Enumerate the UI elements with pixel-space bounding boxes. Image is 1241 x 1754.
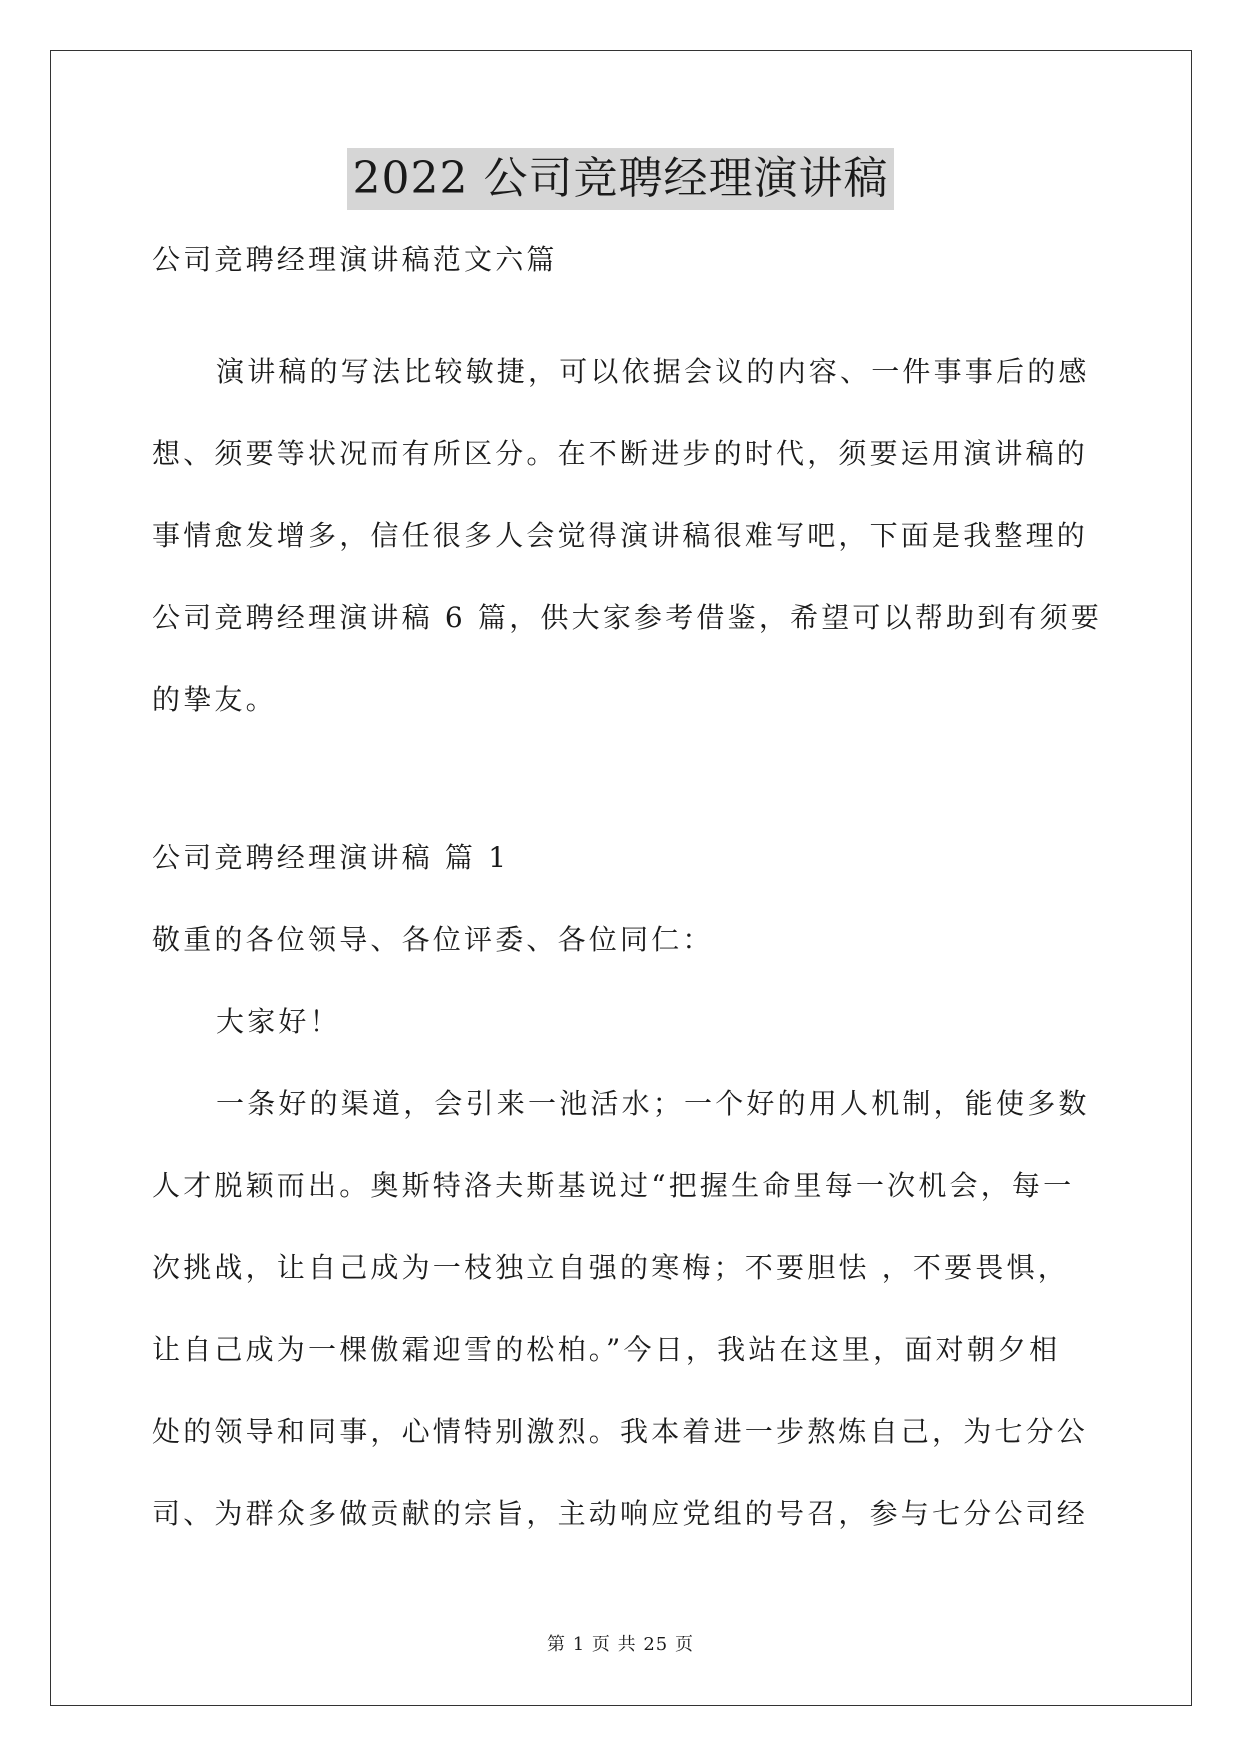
document-title: 2022 公司竞聘经理演讲稿	[347, 148, 895, 210]
intro-line-3: 事情愈发增多，信任很多人会觉得演讲稿很难写吧，下面是我整理的	[152, 519, 1089, 552]
body-line-5: 处的领导和同事，心情特别激烈。我本着进一步熬炼自己，为七分公	[152, 1415, 1089, 1448]
page-footer: 第 1 页 共 25 页	[547, 1634, 694, 1655]
body-line-6: 司、为群众多做贡献的宗旨，主动响应党组的号召，参与七分公司经	[152, 1497, 1089, 1530]
intro-line-5: 的挚友。	[152, 683, 277, 716]
document-subtitle: 公司竞聘经理演讲稿范文六篇	[152, 243, 558, 276]
intro-line-2: 想、须要等状况而有所区分。在不断进步的时代，须要运用演讲稿的	[152, 437, 1089, 470]
title-container	[0, 148, 1241, 210]
body-line-3: 次挑战，让自己成为一枝独立自强的寒梅；不要胆怯 ，不要畏惧，	[152, 1251, 1069, 1284]
body-line-2: 人才脱颖而出。奥斯特洛夫斯基说过“把握生命里每一次机会，每一	[152, 1169, 1075, 1202]
greeting: 大家好！	[216, 1005, 341, 1038]
body-line-1: 一条好的渠道，会引来一池活水；一个好的用人机制，能使多数	[216, 1087, 1090, 1120]
page-border	[50, 50, 1192, 1706]
section-heading: 公司竞聘经理演讲稿 篇 1	[152, 841, 510, 874]
salutation: 敬重的各位领导、各位评委、各位同仁：	[152, 923, 714, 956]
intro-line-4: 公司竞聘经理演讲稿 6 篇，供大家参考借鉴，希望可以帮助到有须要	[152, 601, 1103, 634]
intro-line-1: 演讲稿的写法比较敏捷，可以依据会议的内容、一件事事后的感	[216, 355, 1090, 388]
body-line-4: 让自己成为一棵傲霜迎雪的松柏。”今日，我站在这里，面对朝夕相	[152, 1333, 1061, 1366]
